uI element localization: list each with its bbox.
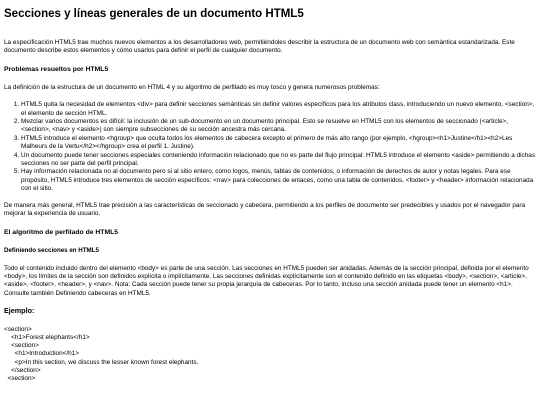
problems-list-item: 3. HTML5 introduce el elemento <hgroup> que oculta todos los elementos de cabecera excepto el primero de más alto rango (por ejemplo, <hgroup><h1>Justine</h1><h2>Les Malheurs de la Vertu</h2></hgroup> crea el perfil 1. Justine). [21,135,536,152]
problems-list-item: 2. Mezclar varios documentos es difícil: la inclusión de un sub-documento en un documento principal. Esto se resuelve en HTML5 con los elementos de seccionado (<article>, <section>, <nav> y <aside>) son siempre subsecciones de su sección ancestra más cercana. [21,118,536,135]
defining-sections-heading: Definiendo secciones en HTML5 [4,246,99,254]
algorithm-heading: El algoritmo de perfilado de HTML5 [4,228,119,236]
code-line: <section> [4,375,36,383]
problems-heading: Problemas resueltos por HTML5 [4,65,109,73]
code-line: <section> [4,342,39,350]
code-line: <h1>Forest elephants</h1> [4,333,90,341]
problems-list [4,101,536,193]
problems-list-item: 1. HTML5 quita la necesidad de elementos <div> para definir secciones semánticas sin definir valores específicos para los atributos class, introduciendo un nuevo elemento, <section>, el elemento de sección HTML. [21,101,536,118]
code-line: <p>In this section, we discuss the lesser known forest elephants. [4,358,199,366]
page-title: Secciones y líneas generales de un documento HTML5 [4,8,304,20]
code-line: </section> [4,367,41,375]
defining-sections-text: Todo el contenido incluido dentro del elemento <body> es parte de una sección. Las secciones en HTML5 pueden ser anidadas. Además de la sección principal, definida por el elemento <body>, los límites de la sección son definidos explícita o implícitamente. Las secciones definidas explícitamente son el contenido definido en las etiquetas <body>, <section>, <article>,<aside>, <footer>, <header>, y <nav>. Nota: Cada sección puede tener su propia jerarquía de cabeceras. Por lo tanto, incluso una sección anidada puede tener un elemento <h1>. Consulte también Definiendo cabeceras en HTML5. [4,264,529,297]
problems-list-item: 4. Un documento puede tener secciones especiales conteniendo información relacionado que no es parte del flujo principal: HTML5 introduce el elemento <aside> permitiendo a dichas secciones no ser parte del perfil principal. [21,152,536,169]
code-line: <section> [4,325,32,333]
problems-summary: De manera más general, HTML5 trae precisión a las características de seccionado y cabecera, permitiendo a los perfiles de documento ser predecibles y usados por el navegador para mejorar la experiencia de usuario. [4,201,526,218]
code-line: <h1>Introduction</h1> [4,350,79,358]
problems-list-item: 5. Hay información relacionada no al documento pero si al sitio entero, como logos, menús, tablas de contenidos, o información de derechos de autor y notas legales. Para ese propósito, HTML5 introduce tres elementos de sección específicos: <nav> para colecciones de enlaces, como una tabla de contenidos, <footer> y <header> información relacionada con el sitio. [21,168,536,193]
intro-paragraph: La especificación HTML5 trae muchos nuevos elementos a los desarrolladores web, permitiéndoles describir la estructura de un documento web con semántica estandarizada. Este documento describe estos elementos y cómo usarlos para definir el perfil de cualquier documento. [4,39,515,55]
code-example [4,326,536,384]
problems-intro: La definición de la estructura de un documento en HTML 4 y su algoritmo de perfilado es muy tosco y genera numerosos problemas: [4,83,380,91]
example-heading: Ejemplo: [4,306,35,316]
